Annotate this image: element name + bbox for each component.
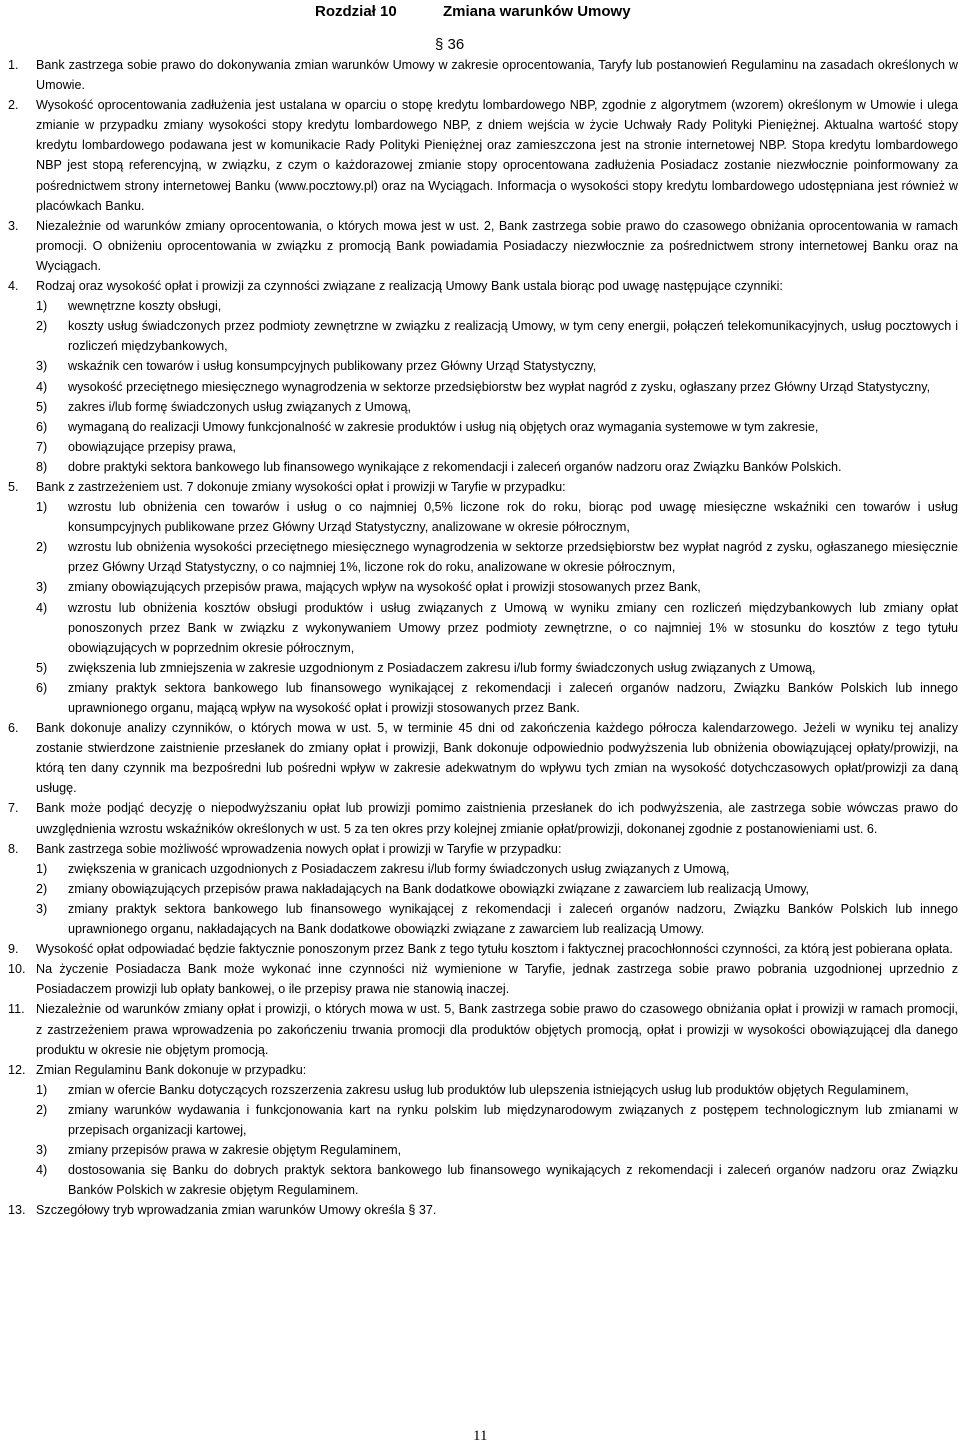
sub-item: [8, 397, 958, 417]
paragraph-item: [8, 216, 958, 276]
paragraph-item: [8, 276, 958, 296]
sub-item-text: zakres i/lub formę świadczonych usług związanych z Umową,: [68, 399, 411, 414]
paragraph-text: Szczegółowy tryb wprowadzania zmian warunków Umowy określa § 37.: [36, 1203, 437, 1218]
sub-item: [8, 437, 958, 457]
sub-item-text: zmiany praktyk sektora bankowego lub finansowego wynikającej z rekomendacji i zaleceń organów nadzoru, Związku Banków Polskich lub innego uprawnionego organu, mającą wpływ na wysokość opłat i prowizji stosowanych przez Bank.: [68, 680, 958, 715]
sub-item-number: 4): [36, 379, 48, 394]
paragraph-number: 10.: [8, 962, 26, 977]
sub-item-number: 3): [36, 359, 48, 374]
sub-item-number: 1): [36, 861, 48, 876]
sub-item-text: obowiązujące przepisy prawa,: [68, 439, 237, 454]
paragraph-number: 5.: [8, 479, 19, 494]
sub-item-text: wysokość przeciętnego miesięcznego wynagrodzenia w sektorze przedsiębiorstw bez wypłat nagród z zysku, ogłaszany przez Główny Urząd Statystyczny,: [68, 379, 931, 394]
sub-item-number: 3): [36, 1143, 48, 1158]
paragraph-item: [8, 55, 958, 95]
paragraph-number: 12.: [8, 1062, 26, 1077]
paragraph-number: 11.: [8, 1002, 25, 1017]
paragraph-text: Wysokość oprocentowania zadłużenia jest ustalana w oparciu o stopę kredytu lombardowego NBP, zgodnie z algorytmem (wzorem) określonym w Umowie i ulega zmianie w przypadku zmiany wysokości stopy kredytu lombardowego NBP, z dniem wejścia w życie Uchwały Rady Polityki Pieniężnej. Aktualna wartość stopy kredytu lombardowego podawana jest w komunikacie Rady Polityki Pieniężnej oraz zamieszczona jest na stronie internetowej NBP. Stopa kredytu lombardowego NBP jest stopą referencyjną, w związku, z czym o każdorazowej zmianie stopy oprocentowana zadłużenia Posiadacz zostanie niezwłocznie poinformowany za pośrednictwem strony internetowej Banku (www.pocztowy.pl) oraz na Wyciągach. Informacja o wysokości stopy kredytu lombardowego udostępniana jest również w placówkach Banku.: [36, 98, 958, 213]
paragraph-number: 7.: [8, 801, 19, 816]
paragraph-number: 4.: [8, 279, 19, 294]
sub-item-number: 1): [36, 1082, 48, 1097]
sub-item-number: 2): [36, 1102, 48, 1117]
sub-item-text: zmiany przepisów prawa w zakresie objętym Regulaminem,: [68, 1143, 402, 1158]
sub-item: [8, 457, 958, 477]
sub-item-number: 7): [36, 439, 48, 454]
sub-item-text: wewnętrzne koszty obsługi,: [68, 299, 222, 314]
sub-item: [8, 859, 958, 879]
paragraph-number: 2.: [8, 98, 19, 113]
paragraph-text: Bank z zastrzeżeniem ust. 7 dokonuje zmiany wysokości opłat i prowizji w Taryfie w przypadku:: [36, 479, 566, 494]
paragraph-text: Bank może podjąć decyzję o niepodwyższaniu opłat lub prowizji pomimo zaistnienia przesłanek do ich podwyższenia, ale zastrzega sobie wówczas prawo do uwzględnienia wzrostu wskaźników określonych w ust. 5 za ten okres przy kolejnej zmianie opłat/prowizji, dokonanej zgodnie z postanowieniami ust. 6.: [36, 801, 958, 836]
paragraph-item: [8, 477, 958, 497]
sub-item-number: 2): [36, 319, 48, 334]
sub-item-number: 2): [36, 540, 48, 555]
sub-item: [8, 658, 958, 678]
sub-item-number: 6): [36, 680, 48, 695]
sub-item-number: 8): [36, 459, 48, 474]
sub-item: [8, 577, 958, 597]
sub-item-number: 1): [36, 299, 48, 314]
paragraph-text: Bank zastrzega sobie prawo do dokonywania zmian warunków Umowy w zakresie oprocentowania, Taryfy lub postanowień Regulaminu na zasadach określonych w Umowie.: [36, 58, 958, 93]
sub-item-text: zmian w ofercie Banku dotyczących rozszerzenia zakresu usług lub produktów lub ulepszenia istniejących usług lub produktów objętych Regulaminem,: [68, 1082, 909, 1097]
paragraph-item: [8, 999, 958, 1059]
paragraph-item: [8, 939, 958, 959]
sub-item-number: 2): [36, 881, 48, 896]
sub-item: [8, 1080, 958, 1100]
paragraph-item: [8, 959, 958, 999]
sub-item-number: 4): [36, 1163, 48, 1178]
sub-item: [8, 879, 958, 899]
sub-item: [8, 1140, 958, 1160]
paragraph-text: Bank zastrzega sobie możliwość wprowadzenia nowych opłat i prowizji w Taryfie w przypadku:: [36, 841, 562, 856]
paragraph-text: Bank dokonuje analizy czynników, o których mowa w ust. 5, w terminie 45 dni od zakończenia każdego półrocza kalendarzowego. Jeżeli w wyniku tej analizy zostanie stwierdzone zaistnienie przesłanek do zmiany opłat i prowizji, Bank dokonuje odpowiednio podwyższenia lub obniżenia obowiązującej opłaty/prowizji, na którą ten dany czynnik ma bezpośredni lub pośredni wpływ w zakresie adekwatnym do wpływu tych zmian na wysokość dotychczasowych opłat/prowizji za daną usługę.: [36, 721, 958, 796]
sub-item-text: zmiany obowiązujących przepisów prawa, mających wpływ na wysokość opłat i prowizji stosowanych przez Bank,: [68, 580, 701, 595]
sub-item: [8, 537, 958, 577]
sub-item-number: 6): [36, 419, 48, 434]
paragraph-text: Niezależnie od warunków zmiany oprocentowania, o których mowa jest w ust. 2, Bank zastrzega sobie prawo do czasowego obniżania oprocentowania w ramach promocji. O obniżeniu oprocentowania w związku z promocją Bank powiadamia Posiadaczy niezwłocznie za pośrednictwem strony internetowej Banku oraz na Wyciągach.: [36, 218, 958, 273]
chapter-heading: [315, 2, 631, 22]
sub-item-text: dobre praktyki sektora bankowego lub finansowego wynikające z rekomendacji i zaleceń organów nadzoru oraz Związku Banków Polskich.: [68, 459, 842, 474]
page-number: 11: [473, 1428, 488, 1444]
paragraph-text: Wysokość opłat odpowiadać będzie faktycznie ponoszonym przez Bank z tego tytułu kosztom i faktycznej pracochłonności czynności, za którą jest pobierana opłata.: [36, 942, 953, 957]
sub-item-text: zmiany warunków wydawania i funkcjonowania kart na rynku polskim lub międzynarodowym związanych z postępem technologicznym lub zmianami w przepisach organizacji kartowej,: [68, 1102, 958, 1137]
sub-item: [8, 377, 958, 397]
sub-item-text: wymaganą do realizacji Umowy funkcjonalność w zakresie produktów i usług nią objętych oraz wymagania systemowe w tym zakresie,: [68, 419, 819, 434]
sub-item: [8, 1100, 958, 1140]
sub-item: [8, 316, 958, 356]
paragraph-number: 8.: [8, 841, 19, 856]
paragraph-item: [8, 1200, 958, 1220]
sub-item-number: 5): [36, 399, 48, 414]
sub-item-text: zmiany obowiązujących przepisów prawa nakładających na Bank dodatkowe obowiązki związane z zawarciem lub realizacją Umowy,: [68, 881, 810, 896]
paragraph-text: Zmian Regulaminu Bank dokonuje w przypadku:: [36, 1062, 307, 1077]
section-number: § 36: [435, 36, 465, 53]
paragraph-item: [8, 839, 958, 859]
paragraph-item: [8, 798, 958, 838]
sub-item-number: 4): [36, 600, 48, 615]
sub-item: [8, 678, 958, 718]
sub-item-number: 1): [36, 500, 48, 515]
sub-item-number: 5): [36, 660, 48, 675]
paragraph-number: 3.: [8, 218, 19, 233]
sub-item: [8, 356, 958, 376]
sub-item-text: zwiększenia w granicach uzgodnionych z Posiadaczem zakresu i/lub formy świadczonych usług związanych z Umową,: [68, 861, 730, 876]
sub-item: [8, 296, 958, 316]
sub-item-number: 3): [36, 901, 48, 916]
sub-item: [8, 417, 958, 437]
section-body: [8, 55, 958, 1220]
sub-item-text: koszty usług świadczonych przez podmioty zewnętrzne w związku z realizacją Umowy, w tym ceny energii, połączeń telekomunikacyjnych, usług pocztowych i rozliczeń międzybankowych,: [68, 319, 958, 354]
paragraph-number: 13.: [8, 1203, 26, 1218]
sub-item-text: zmiany praktyk sektora bankowego lub finansowego wynikającej z rekomendacji i zaleceń organów nadzoru, Związku Banków Polskich lub innego uprawnionego organu, nakładających na Bank dodatkowe obowiązki związane z zawarciem lub realizacją Umowy.: [68, 901, 958, 937]
chapter-title: Zmiana warunków Umowy: [443, 3, 631, 20]
paragraph-number: 1.: [8, 58, 19, 72]
paragraph-text: Na życzenie Posiadacza Bank może wykonać inne czynności niż wymienione w Taryfie, jednak zastrzega sobie prawo pobrania uzgodnionej uprzednio z Posiadaczem prowizji lub opłaty bankowej, o ile przepisy prawa nie stanowią inaczej.: [36, 962, 958, 997]
sub-item-text: zwiększenia lub zmniejszenia w zakresie uzgodnionym z Posiadaczem zakresu i/lub formy świadczonych usług związanych z Umową,: [68, 660, 816, 675]
paragraph-item: [8, 95, 958, 216]
sub-item: [8, 598, 958, 658]
paragraph-text: Rodzaj oraz wysokość opłat i prowizji za czynności związane z realizacją Umowy Bank ustala biorąc pod uwagę następujące czynniki:: [36, 279, 783, 294]
sub-item-text: wzrostu lub obniżenia cen towarów i usług o co najmniej 0,5% liczone rok do roku, biorąc pod uwagę miesięczne wskaźniki cen towarów i usług konsumpcyjnych publikowane przez Główny Urząd Statystyczny, analizowane w okresie półrocznym,: [68, 500, 958, 535]
sub-item: [8, 497, 958, 537]
chapter-number: Rozdział 10: [315, 3, 397, 20]
paragraph-item: [8, 1060, 958, 1080]
paragraph-item: [8, 718, 958, 798]
paragraph-number: 6.: [8, 721, 19, 736]
sub-item-text: wzrostu lub obniżenia wysokości przeciętnego miesięcznego wynagrodzenia w sektorze przedsiębiorstw bez wypłat nagród z zysku, ogłaszanego miesięcznie przez Główny Urząd Statystyczny, o co najmniej 1%, liczone rok do roku, analizowane w okresie półrocznym,: [68, 540, 958, 575]
sub-item: [8, 1160, 958, 1200]
sub-item-text: wzrostu lub obniżenia kosztów obsługi produktów i usług związanych z Umową w wyniku zmiany cen rozliczeń międzybankowych lub zmiany opłat ponoszonych przez Bank w związku z wykonywaniem Umowy przez podmioty zewnętrzne, o co najmniej 1% w stosunku do kosztów z tego tytułu obowiązujących w poprzednim okresie półrocznym,: [68, 600, 958, 655]
paragraph-number: 9.: [8, 942, 19, 957]
sub-item-text: wskaźnik cen towarów i usług konsumpcyjnych publikowany przez Główny Urząd Statystyczny,: [68, 359, 597, 374]
sub-item-number: 3): [36, 580, 48, 595]
paragraph-text: Niezależnie od warunków zmiany opłat i prowizji, o których mowa w ust. 5, Bank zastrzega sobie prawo do czasowego obniżania opłat i prowizji w ramach promocji, z zastrzeżeniem prawa wprowadzenia po zakończeniu trwania promocji dla produktów objętych promocją, opłat i prowizji w wysokości obowiązującej dla danego produktu w okresie nie objętym promocją.: [36, 1002, 958, 1057]
sub-item-text: dostosowania się Banku do dobrych praktyk sektora bankowego lub finansowego wynikających z rekomendacji i zaleceń organów nadzoru oraz Związku Banków Polskich w zakresie objętym Regulaminem.: [68, 1163, 958, 1198]
sub-item: [8, 899, 958, 939]
